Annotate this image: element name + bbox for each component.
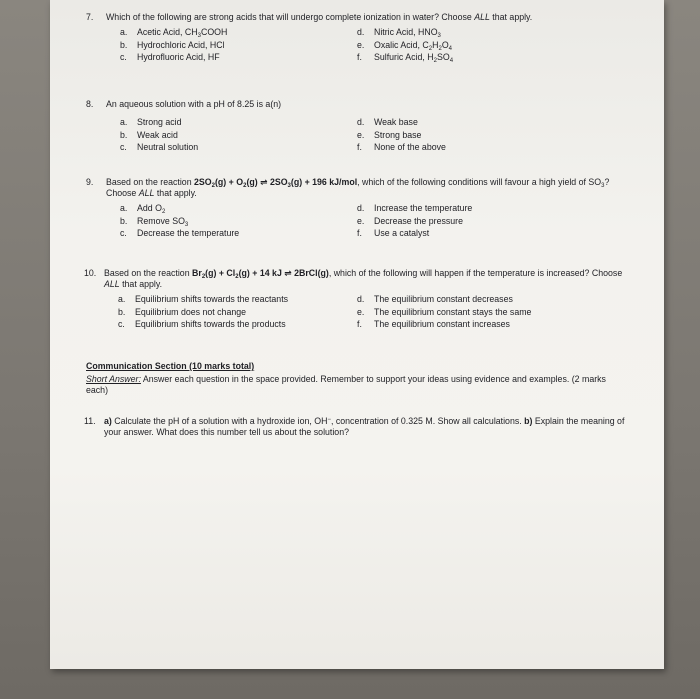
question-8	[86, 99, 626, 153]
option-e[interactable]: e. The equilibrium constant stays the same	[357, 306, 532, 317]
worksheet-page	[50, 0, 664, 669]
question-9-stem: 9. Based on the reaction $2SO_2(g) + O_2(g)$ ⇌ $2SO_3(g) + 196$ kJ/mol, which of the following conditions will favour a high yield of $SO_3$? Choose ALL that apply.	[86, 177, 610, 198]
question-10-stem: 10. Based on the reaction $Br_2(g) + Cl_2(g) + 14$ kJ ⇌ 2BrCl(g), which of the following will happen if the temperature is increased? Choose ALL that apply.	[84, 268, 623, 289]
question-number: 9.	[86, 177, 94, 187]
options-left-column	[120, 116, 198, 154]
options-left-column	[118, 293, 288, 331]
options-right-column	[357, 293, 531, 331]
option-f[interactable]: f. Use a catalyst	[357, 228, 430, 239]
options-left-column	[120, 202, 239, 240]
option-a[interactable]: a. Equilibrium shifts towards the reactants	[118, 294, 289, 304]
question-number: 11.	[84, 416, 96, 426]
question-number: 8.	[86, 99, 94, 109]
question-11	[86, 416, 626, 438]
option-a[interactable]: a. Add $O_2$	[120, 203, 166, 215]
question-7-stem: 7. Which of the following are strong acids that will undergo complete ionization in water? Choose ALL that apply.	[86, 12, 533, 22]
option-e[interactable]: e. Decrease the pressure	[357, 215, 463, 226]
option-f[interactable]: f. None of the above	[357, 142, 446, 153]
option-c[interactable]: c. Neutral solution	[120, 142, 199, 153]
option-b[interactable]: b. Equilibrium does not change	[118, 306, 247, 317]
question-number: 10.	[84, 268, 97, 278]
question-10	[84, 268, 626, 330]
option-c[interactable]: c. Decrease the temperature	[120, 228, 240, 239]
option-b[interactable]: b. Remove $SO_3$	[120, 215, 189, 228]
question-number: 7.	[86, 12, 94, 22]
section-heading: Communication Section (10 marks total)	[86, 361, 255, 371]
question-9	[86, 177, 626, 239]
option-c[interactable]: c. Equilibrium shifts towards the products	[118, 319, 286, 330]
option-f[interactable]: f. Sulfuric Acid, $H_2SO_4$	[357, 52, 454, 65]
option-c[interactable]: c. Hydrofluoric Acid, HF	[120, 52, 220, 63]
option-e[interactable]: e. Oxalic Acid, $C_2H_2O_4$	[357, 39, 452, 52]
question-7	[86, 12, 626, 65]
option-d[interactable]: d. Increase the temperature	[357, 203, 473, 213]
option-d[interactable]: d. Weak base	[357, 117, 418, 127]
reaction-equation: $2SO_2(g) + O_2(g)$ ⇌ $2SO_3(g) + 196$ kJ/mol	[194, 177, 358, 189]
options-right-column	[357, 116, 446, 154]
option-f[interactable]: f. The equilibrium constant increases	[357, 319, 510, 330]
options-right-column	[357, 26, 453, 64]
question-8-stem: 8. An aqueous solution with a pH of 8.25 is a(n)	[86, 99, 282, 109]
communication-section	[86, 361, 626, 396]
options-right-column	[357, 202, 472, 240]
short-answer-instructions: Short Answer: Answer each question in the space provided. Remember to support your ideas using evidence and examples. (2 marks each)	[86, 374, 606, 395]
option-e[interactable]: e. Strong base	[357, 129, 422, 140]
question-11-stem: 11. a) Calculate the pH of a solution with a hydroxide ion, OH−, concentration of 0.325 M. Show all calculations. b) Explain the meaning of your answer. What does this number tell us about the solution?	[84, 416, 625, 437]
option-d[interactable]: d. The equilibrium constant decreases	[357, 294, 513, 304]
option-a[interactable]: a. Acetic Acid, $CH_3COOH$	[120, 27, 228, 39]
option-d[interactable]: d. Nitric Acid, $HNO_3$	[357, 27, 441, 39]
option-b[interactable]: b. Hydrochloric Acid, HCl	[120, 39, 225, 50]
option-a[interactable]: a. Strong acid	[120, 117, 182, 127]
option-b[interactable]: b. Weak acid	[120, 129, 178, 140]
options-left-column	[120, 26, 227, 64]
reaction-equation: $Br_2(g) + Cl_2(g) + 14$ kJ ⇌ 2BrCl(g)	[192, 268, 329, 280]
